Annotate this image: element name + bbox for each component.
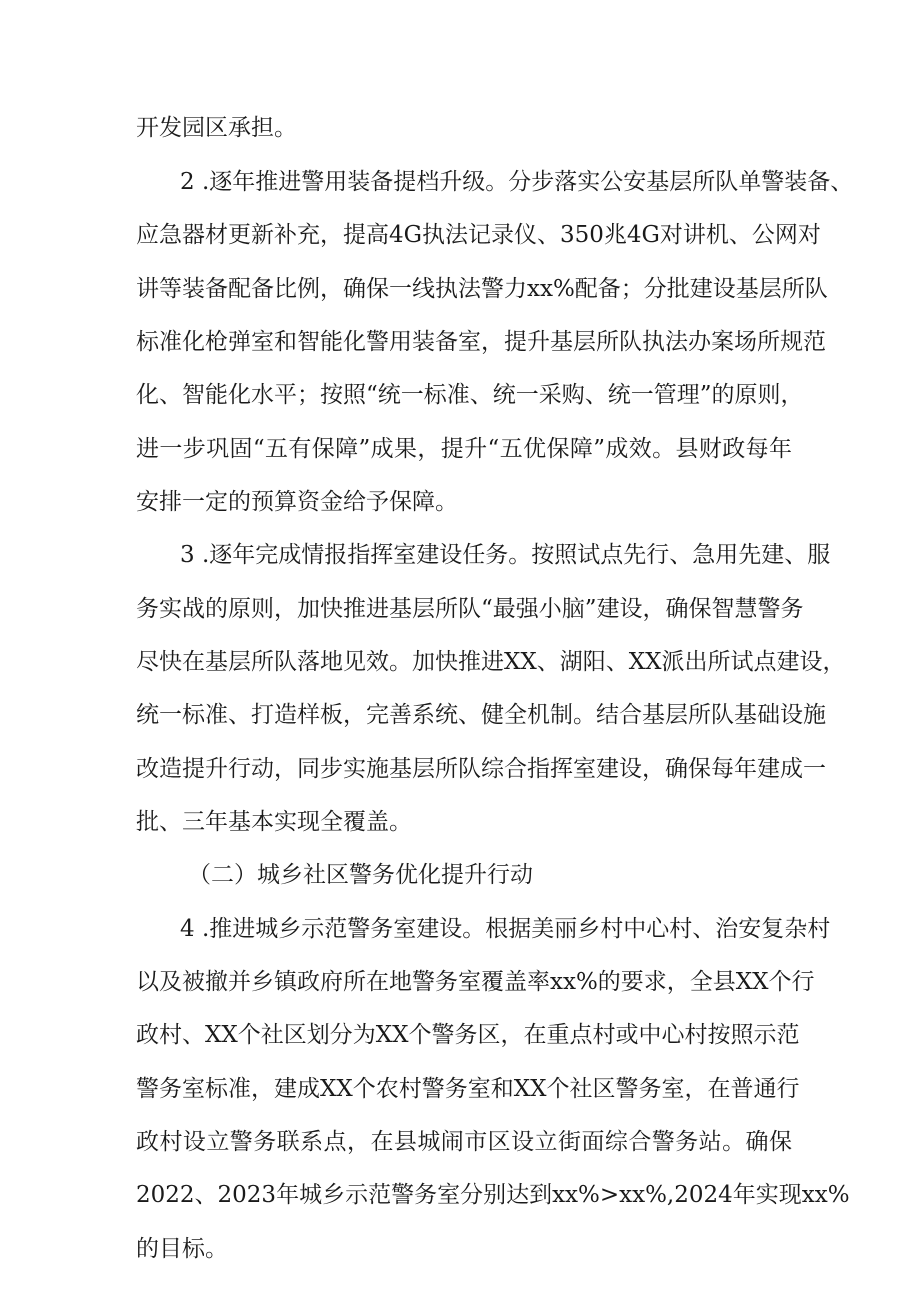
text-line: 讲等装备配备比例，确保一线执法警力xx%配备；分批建设基层所队 — [136, 276, 828, 302]
text-line: 进一步巩固“五有保障”成果，提升“五优保障”成效。县财政每年 — [136, 436, 792, 462]
text-line: 改造提升行动，同步实施基层所队综合指挥室建设，确保每年建成一 — [136, 756, 826, 782]
text-line: 标准化枪弹室和智能化警用装备室，提升基层所队执法办案场所规范 — [136, 329, 826, 355]
text-line: 警务室标准，建成XX个农村警务室和XX个社区警务室，在普通行 — [136, 1076, 800, 1102]
text-line: 以及被撤并乡镇政府所在地警务室覆盖率xx%的要求，全县XX个行 — [136, 969, 815, 995]
text-line: 尽快在基层所队落地见效。加快推进XX、湖阳、XX派出所试点建设， — [136, 649, 846, 675]
text-line: 应急器材更新补充，提高4G执法记录仪、350兆4G对讲机、公网对 — [136, 222, 821, 248]
text-line: 安排一定的预算资金给予保障。 — [136, 489, 458, 515]
text-line: 2022、2023年城乡示范警务室分别达到xx%>xx%,2024年实现xx% — [136, 1182, 850, 1208]
text-line: 统一标准、打造样板，完善系统、健全机制。结合基层所队基础设施 — [136, 702, 826, 728]
item-3-heading-line: 3 .逐年完成情报指挥室建设任务。按照试点先行、急用先建、服 — [180, 542, 831, 568]
item-4-heading-line: 4 .推进城乡示范警务室建设。根据美丽乡村中心村、治安复杂村 — [180, 916, 831, 942]
text-line: 务实战的原则，加快推进基层所队“最强小脑”建设，确保智慧警务 — [136, 596, 804, 622]
text-line: 化、智能化水平；按照“统一标准、统一采购、统一管理”的原则， — [136, 382, 804, 408]
item-2-heading-line: 2 .逐年推进警用装备提档升级。分步落实公安基层所队单警装备、 — [180, 169, 854, 195]
text-line: 政村、XX个社区划分为XX个警务区，在重点村或中心村按照示范 — [136, 1022, 800, 1048]
text-line: 批、三年基本实现全覆盖。 — [136, 809, 412, 835]
text-line: 的目标。 — [136, 1236, 228, 1262]
section-heading: （二）城乡社区警务优化提升行动 — [188, 862, 533, 888]
text-line: 政村设立警务联系点，在县城闹市区设立街面综合警务站。确保 — [136, 1129, 792, 1155]
text-line-continuation: 开发园区承担。 — [136, 115, 297, 141]
